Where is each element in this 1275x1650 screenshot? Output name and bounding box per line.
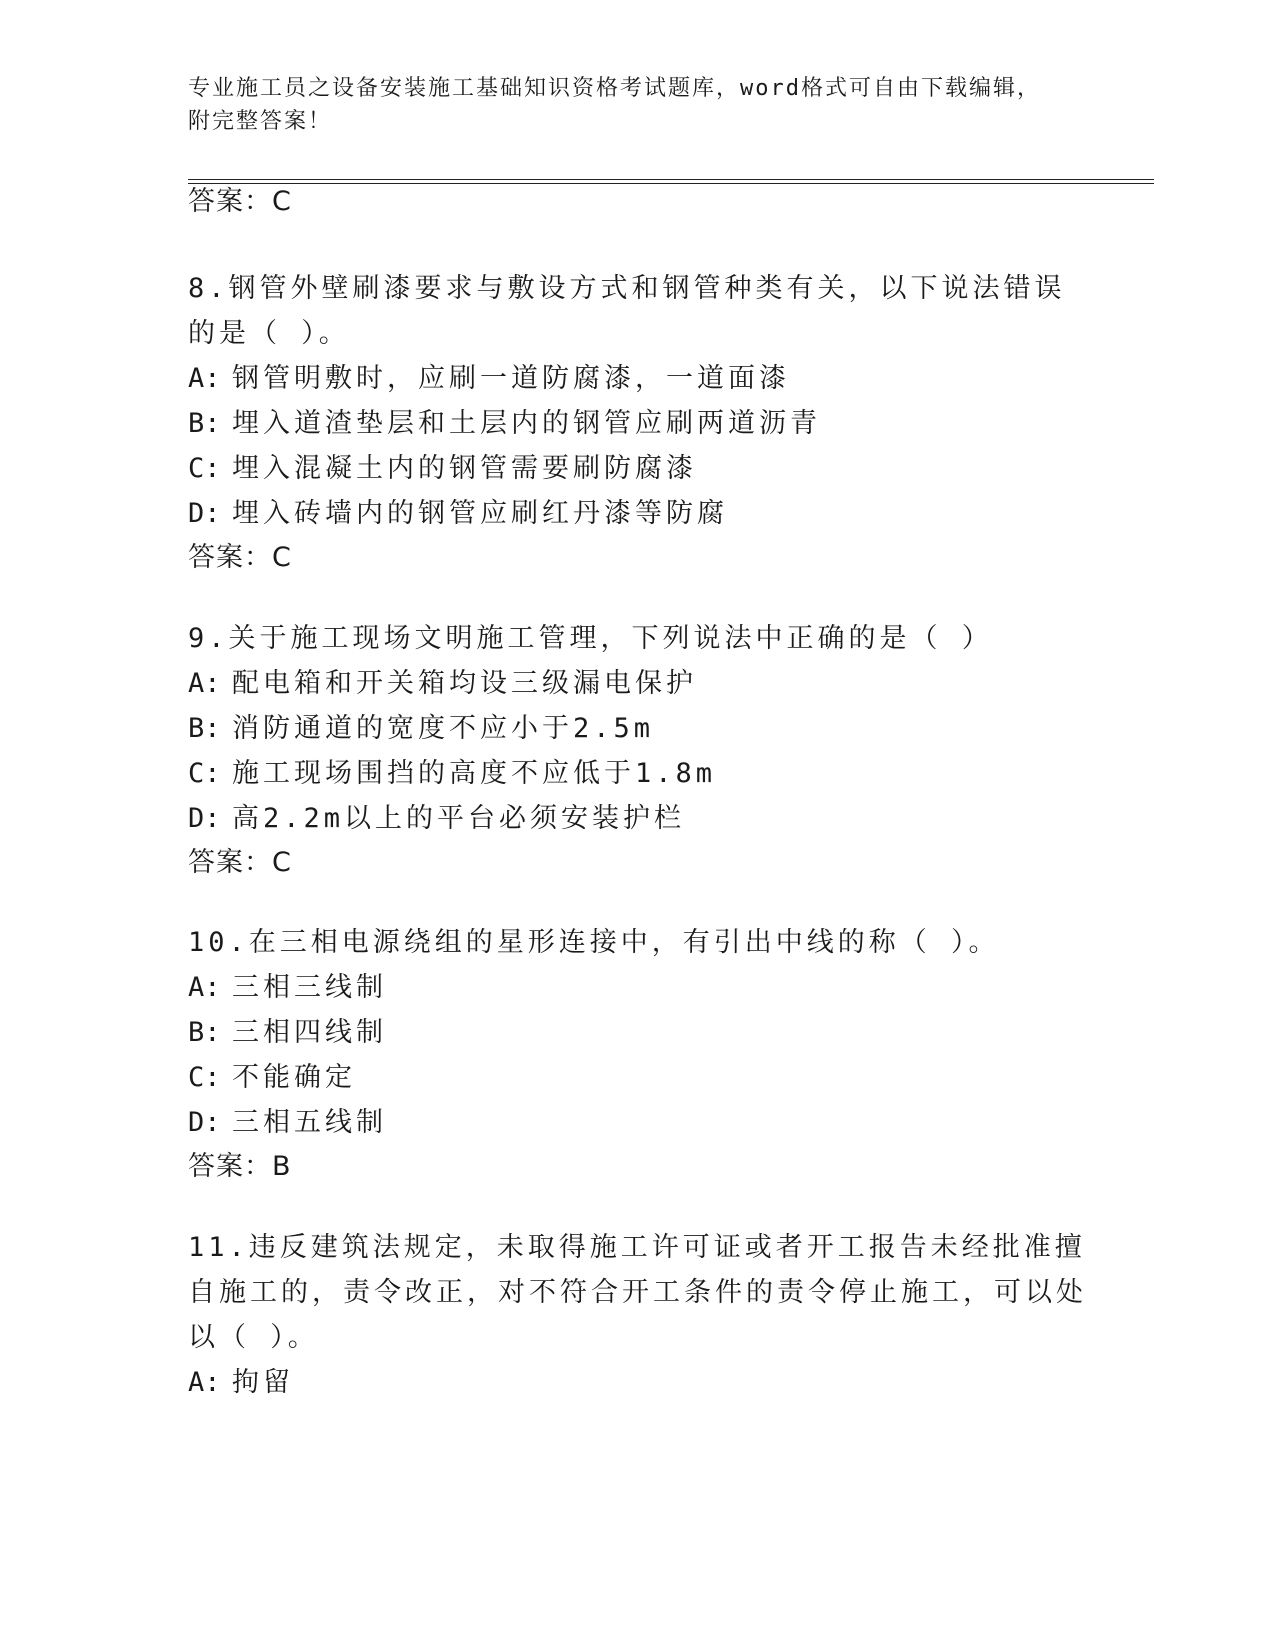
option-d: [188, 1100, 1088, 1145]
option-text: 不能确定: [232, 1062, 356, 1093]
option-label: C:: [188, 1062, 221, 1093]
question-answer: 答案：C: [188, 542, 292, 573]
question-11: [188, 1225, 1088, 1405]
option-label: A:: [188, 972, 221, 1003]
option-text: 钢管明敷时，应刷一道防腐漆，一道面漆: [232, 363, 790, 394]
option-text: 施工现场围挡的高度不应低于1.8m: [232, 758, 717, 789]
option-text: 三相四线制: [232, 1017, 387, 1048]
question-8: [188, 266, 1088, 576]
option-a: [188, 1360, 1088, 1405]
option-text: 高2.2m以上的平台必须安装护栏: [232, 803, 686, 834]
option-label: D:: [188, 498, 221, 529]
option-a: [188, 356, 1088, 401]
question-text: 8.钢管外壁刷漆要求与敷设方式和钢管种类有关，以下说法错误的是（ ）。: [188, 273, 1066, 349]
option-label: C:: [188, 758, 221, 789]
header-line-1: 专业施工员之设备安装施工基础知识资格考试题库，word格式可自由下载编辑，: [188, 76, 1041, 101]
option-d: [188, 491, 1088, 536]
option-text: 三相五线制: [232, 1107, 387, 1138]
previous-answer: 答案：C: [188, 186, 292, 217]
option-b: [188, 401, 1088, 446]
question-answer: 答案：C: [188, 847, 292, 878]
option-label: D:: [188, 803, 221, 834]
option-label: B:: [188, 713, 221, 744]
option-b: [188, 1010, 1088, 1055]
option-text: 消防通道的宽度不应小于2.5m: [232, 713, 655, 744]
question-text: 10.在三相电源绕组的星形连接中，有引出中线的称（ ）。: [188, 927, 1000, 958]
option-c: [188, 446, 1088, 491]
option-label: A:: [188, 363, 221, 394]
option-label: D:: [188, 1107, 221, 1138]
option-c: [188, 751, 1088, 796]
option-text: 埋入道渣垫层和土层内的钢管应刷两道沥青: [232, 408, 821, 439]
option-text: 埋入混凝土内的钢管需要刷防腐漆: [232, 453, 697, 484]
option-text: 配电箱和开关箱均设三级漏电保护: [232, 668, 697, 699]
option-d: [188, 796, 1088, 841]
option-label: B:: [188, 408, 221, 439]
option-c: [188, 1055, 1088, 1100]
option-label: C:: [188, 453, 221, 484]
option-label: A:: [188, 1367, 221, 1398]
option-a: [188, 661, 1088, 706]
header-line-2: 附完整答案！: [188, 109, 333, 134]
option-text: 拘留: [232, 1367, 294, 1398]
option-text: 三相三线制: [232, 972, 387, 1003]
option-a: [188, 965, 1088, 1010]
question-9: [188, 616, 1088, 881]
question-answer: 答案：B: [188, 1151, 292, 1182]
document-header: [188, 72, 1088, 138]
question-10: [188, 920, 1088, 1185]
option-b: [188, 706, 1088, 751]
option-label: A:: [188, 668, 221, 699]
question-text: 11.违反建筑法规定，未取得施工许可证或者开工报告未经批准擅自施工的，责令改正，对不符合开工条件的责令停止施工，可以处以（ ）。: [188, 1232, 1087, 1353]
option-text: 埋入砖墙内的钢管应刷红丹漆等防腐: [232, 498, 728, 529]
question-text: 9.关于施工现场文明施工管理，下列说法中正确的是（ ）: [188, 623, 993, 654]
option-label: B:: [188, 1017, 221, 1048]
